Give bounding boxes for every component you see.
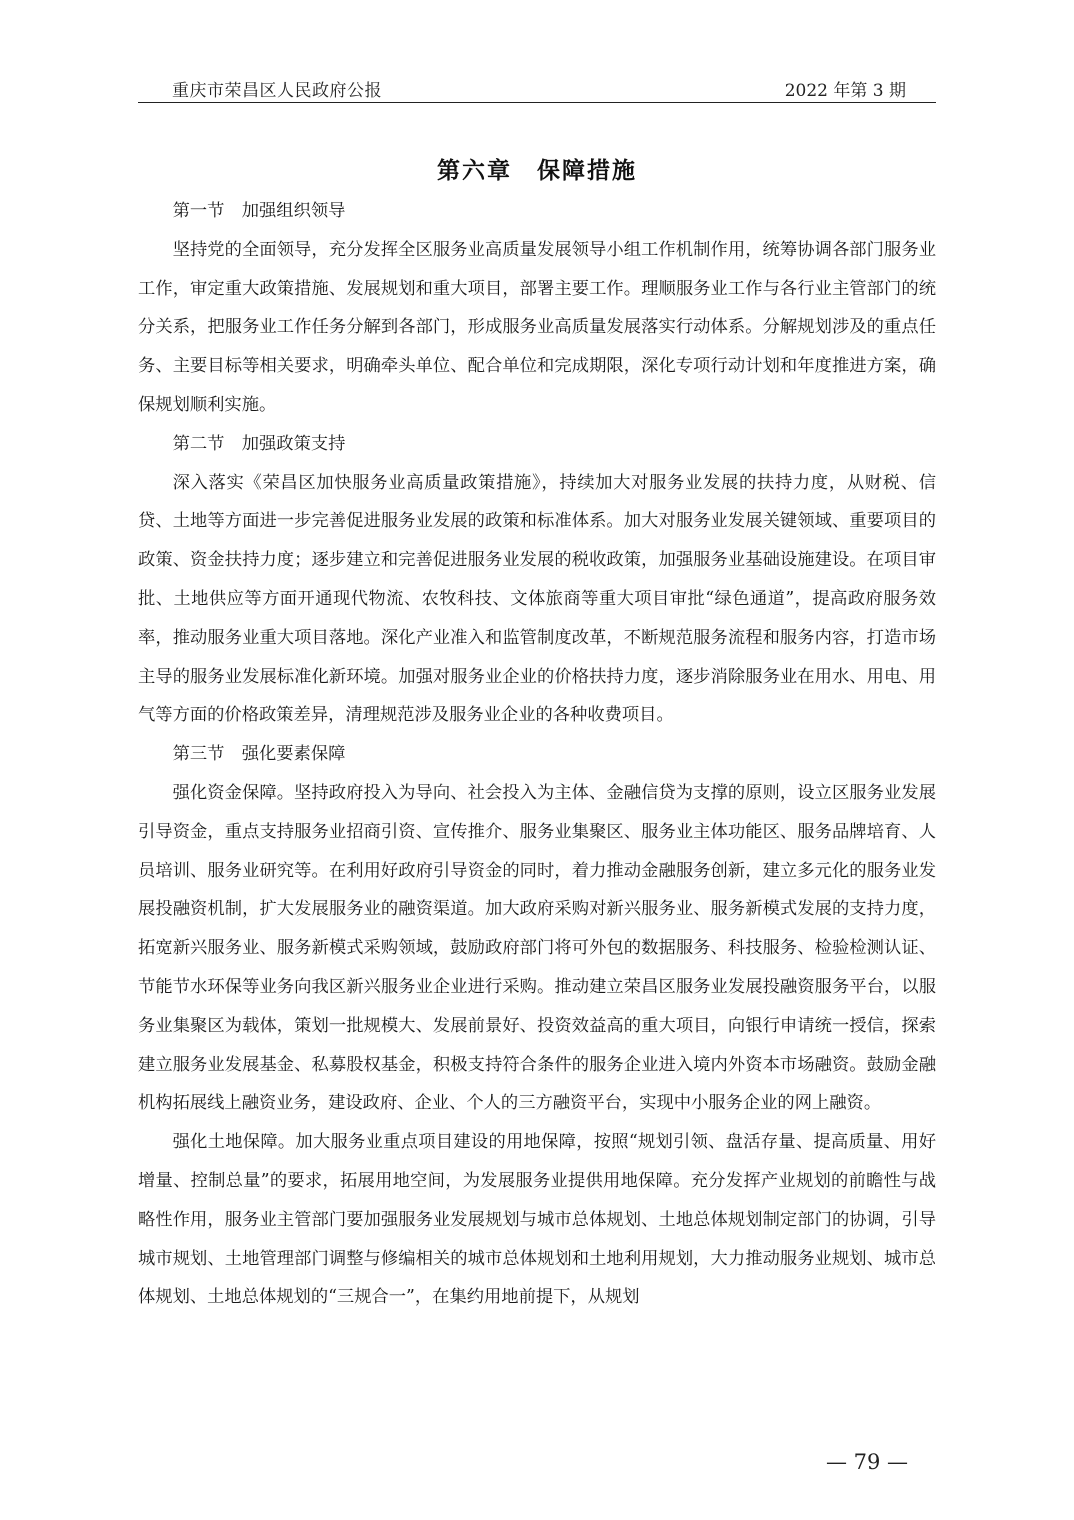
section-heading-3: 第三节 强化要素保障: [172, 744, 346, 765]
paragraph: 强化土地保障。加大服务业重点项目建设的用地保障，按照“规划引领、盘活存量、提高质量、用好增量、控制总量”的要求，拓展用地空间，为发展服务业提供用地保障。充分发挥产业规划的前瞻性与战略性作用，服务业主管部门要加强服务业发展规划与城市总体规划、土地总体规划制定部门的协调，引导城市规划、土地管理部门调整与修编相关的城市总体规划和土地利用规划，大力推动服务业规划、城市总体规划、土地总体规划的“三规合一”，在集约用地前提下，从规划: [138, 1132, 936, 1308]
page-header: [138, 72, 936, 103]
section-heading-2: 第二节 加强政策支持: [172, 433, 346, 454]
section-heading-1: 第一节 加强组织领导: [172, 201, 346, 221]
page-number: — 79 —: [825, 1450, 909, 1474]
body-text: [138, 192, 936, 1317]
paragraph: 坚持党的全面领导，充分发挥全区服务业高质量发展领导小组工作机制作用，统筹协调各部门服务业工作，审定重大政策措施、发展规划和重大项目，部署主要工作。理顺服务业工作与各行业主管部门的统分关系，把服务业工作任务分解到各部门，形成服务业高质量发展落实行动体系。分解规划涉及的重点任务、主要目标等相关要求，明确牵头单位、配合单位和完成期限，深化专项行动计划和年度推进方案，确保规划顺利实施。: [138, 239, 936, 415]
paragraph: 深入落实《荣昌区加快服务业高质量政策措施》，持续加大对服务业发展的扶持力度，从财税、信贷、土地等方面进一步完善促进服务业发展的政策和标准体系。加大对服务业发展关键领域、重要项目的政策、资金扶持力度；逐步建立和完善促进服务业发展的税收政策，加强服务业基础设施建设。在项目审批、土地供应等方面开通现代物流、农牧科技、文体旅商等重大项目审批“绿色通道”，提高政府服务效率，推动服务业重大项目落地。深化产业准入和监管制度改革，不断规范服务流程和服务内容，打造市场主导的服务业发展标准化新环境。加强对服务业企业的价格扶持力度，逐步消除服务业在用水、用电、用气等方面的价格政策差异，清理规范涉及服务业企业的各种收费项目。: [138, 472, 936, 726]
paragraph: 强化资金保障。坚持政府投入为导向、社会投入为主体、金融信贷为支撑的原则，设立区服务业发展引导资金，重点支持服务业招商引资、宣传推介、服务业集聚区、服务业主体功能区、服务品牌培育、人员培训、服务业研究等。在利用好政府引导资金的同时，着力推动金融服务创新，建立多元化的服务业发展投融资机制，扩大发展服务业的融资渠道。加大政府采购对新兴服务业、服务新模式发展的支持力度，拓宽新兴服务业、服务新模式采购领域，鼓励政府部门将可外包的数据服务、科技服务、检验检测认证、节能节水环保等业务向我区新兴服务业企业进行采购。推动建立荣昌区服务业发展投融资服务平台，以服务业集聚区为载体，策划一批规模大、发展前景好、投资效益高的重大项目，向银行申请统一授信，探索建立服务业发展基金、私募股权基金，积极支持符合条件的服务企业进入境内外资本市场融资。鼓励金融机构拓展线上融资业务，建设政府、企业、个人的三方融资平台，实现中小服务企业的网上融资。: [138, 782, 936, 1114]
chapter-title: 第六章 保障措施: [437, 157, 637, 184]
publication-title: 重庆市荣昌区人民政府公报: [172, 81, 382, 101]
issue-number: 2022 年第 3 期: [784, 81, 906, 101]
